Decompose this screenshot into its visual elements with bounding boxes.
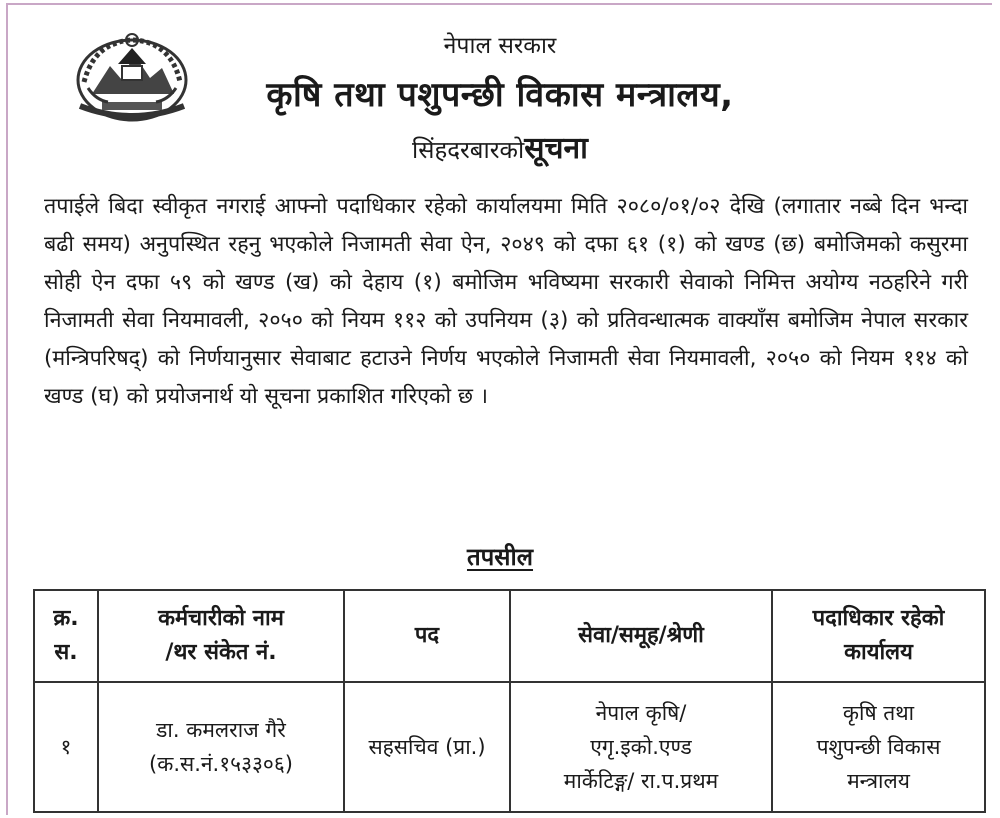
cell-employee-name: डा. कमलराज गैरे (क.स.नं.१५३३०६): [98, 682, 344, 812]
cell-service-group: नेपाल कृषि/ एगृ.इको.एण्ड मार्केटिङ्ग/ रा.प.प्रथम: [510, 682, 772, 812]
government-title: नेपाल सरकार: [443, 33, 557, 59]
details-table: [33, 589, 986, 813]
table-row: [34, 682, 985, 812]
notice-word: सूचना: [524, 131, 588, 166]
header-office: पदाधिकार रहेको कार्यालय: [772, 590, 985, 682]
header-employee-name: कर्मचारीको नाम /थर संकेत नं.: [98, 590, 344, 682]
cell-serial: १: [34, 682, 98, 812]
notice-title: [0, 126, 1000, 167]
cell-office: कृषि तथा पशुपन्छी विकास मन्त्रालय: [772, 682, 985, 812]
ministry-title: कृषि तथा पशुपन्छी विकास मन्त्रालय,: [266, 75, 734, 115]
header-service-group: सेवा/समूह/श्रेणी: [510, 590, 772, 682]
notice-body: तपाईले बिदा स्वीकृत नगराई आफ्नो पदाधिकार रहेको कार्यालयमा मिति २०८०/०१/०२ देखि (लगातार नब्बे दिन भन्दा बढी समय) अनुपस्थित रहनु भएकोले निजामती सेवा ऐन, २०४९ को दफा ६१ (१) को खण्ड (छ) बमोजिमको कसुरमा सोही ऐन दफा ५९ को खण्ड (ख) को देहाय (१) बमोजिम भविष्यमा सरकारी सेवाको निमित्त अयोग्य नठहरिने गरी निजामती सेवा नियमावली, २०५० को नियम ११२ को उपनियम (३) को प्रतिवन्धात्मक वाक्याँस बमोजिम नेपाल सरकार (मन्त्रिपरिषद्) को निर्णयानुसार सेवाबाट हटाउने निर्णय भएकोले निजामती सेवा नियमावली, २०५० को नियम ११४ को खण्ड (घ) को प्रयोजनार्थ यो सूचना प्रकाशित गरिएको छ ।: [44, 194, 968, 409]
table-header-row: [34, 590, 985, 682]
header-post: पद: [344, 590, 510, 682]
notice-prefix: सिंहदरबारको: [412, 136, 525, 164]
cell-post: सहसचिव (प्रा.): [344, 682, 510, 812]
details-heading: तपसील: [466, 543, 534, 571]
header-serial: क्र. स.: [34, 590, 98, 682]
